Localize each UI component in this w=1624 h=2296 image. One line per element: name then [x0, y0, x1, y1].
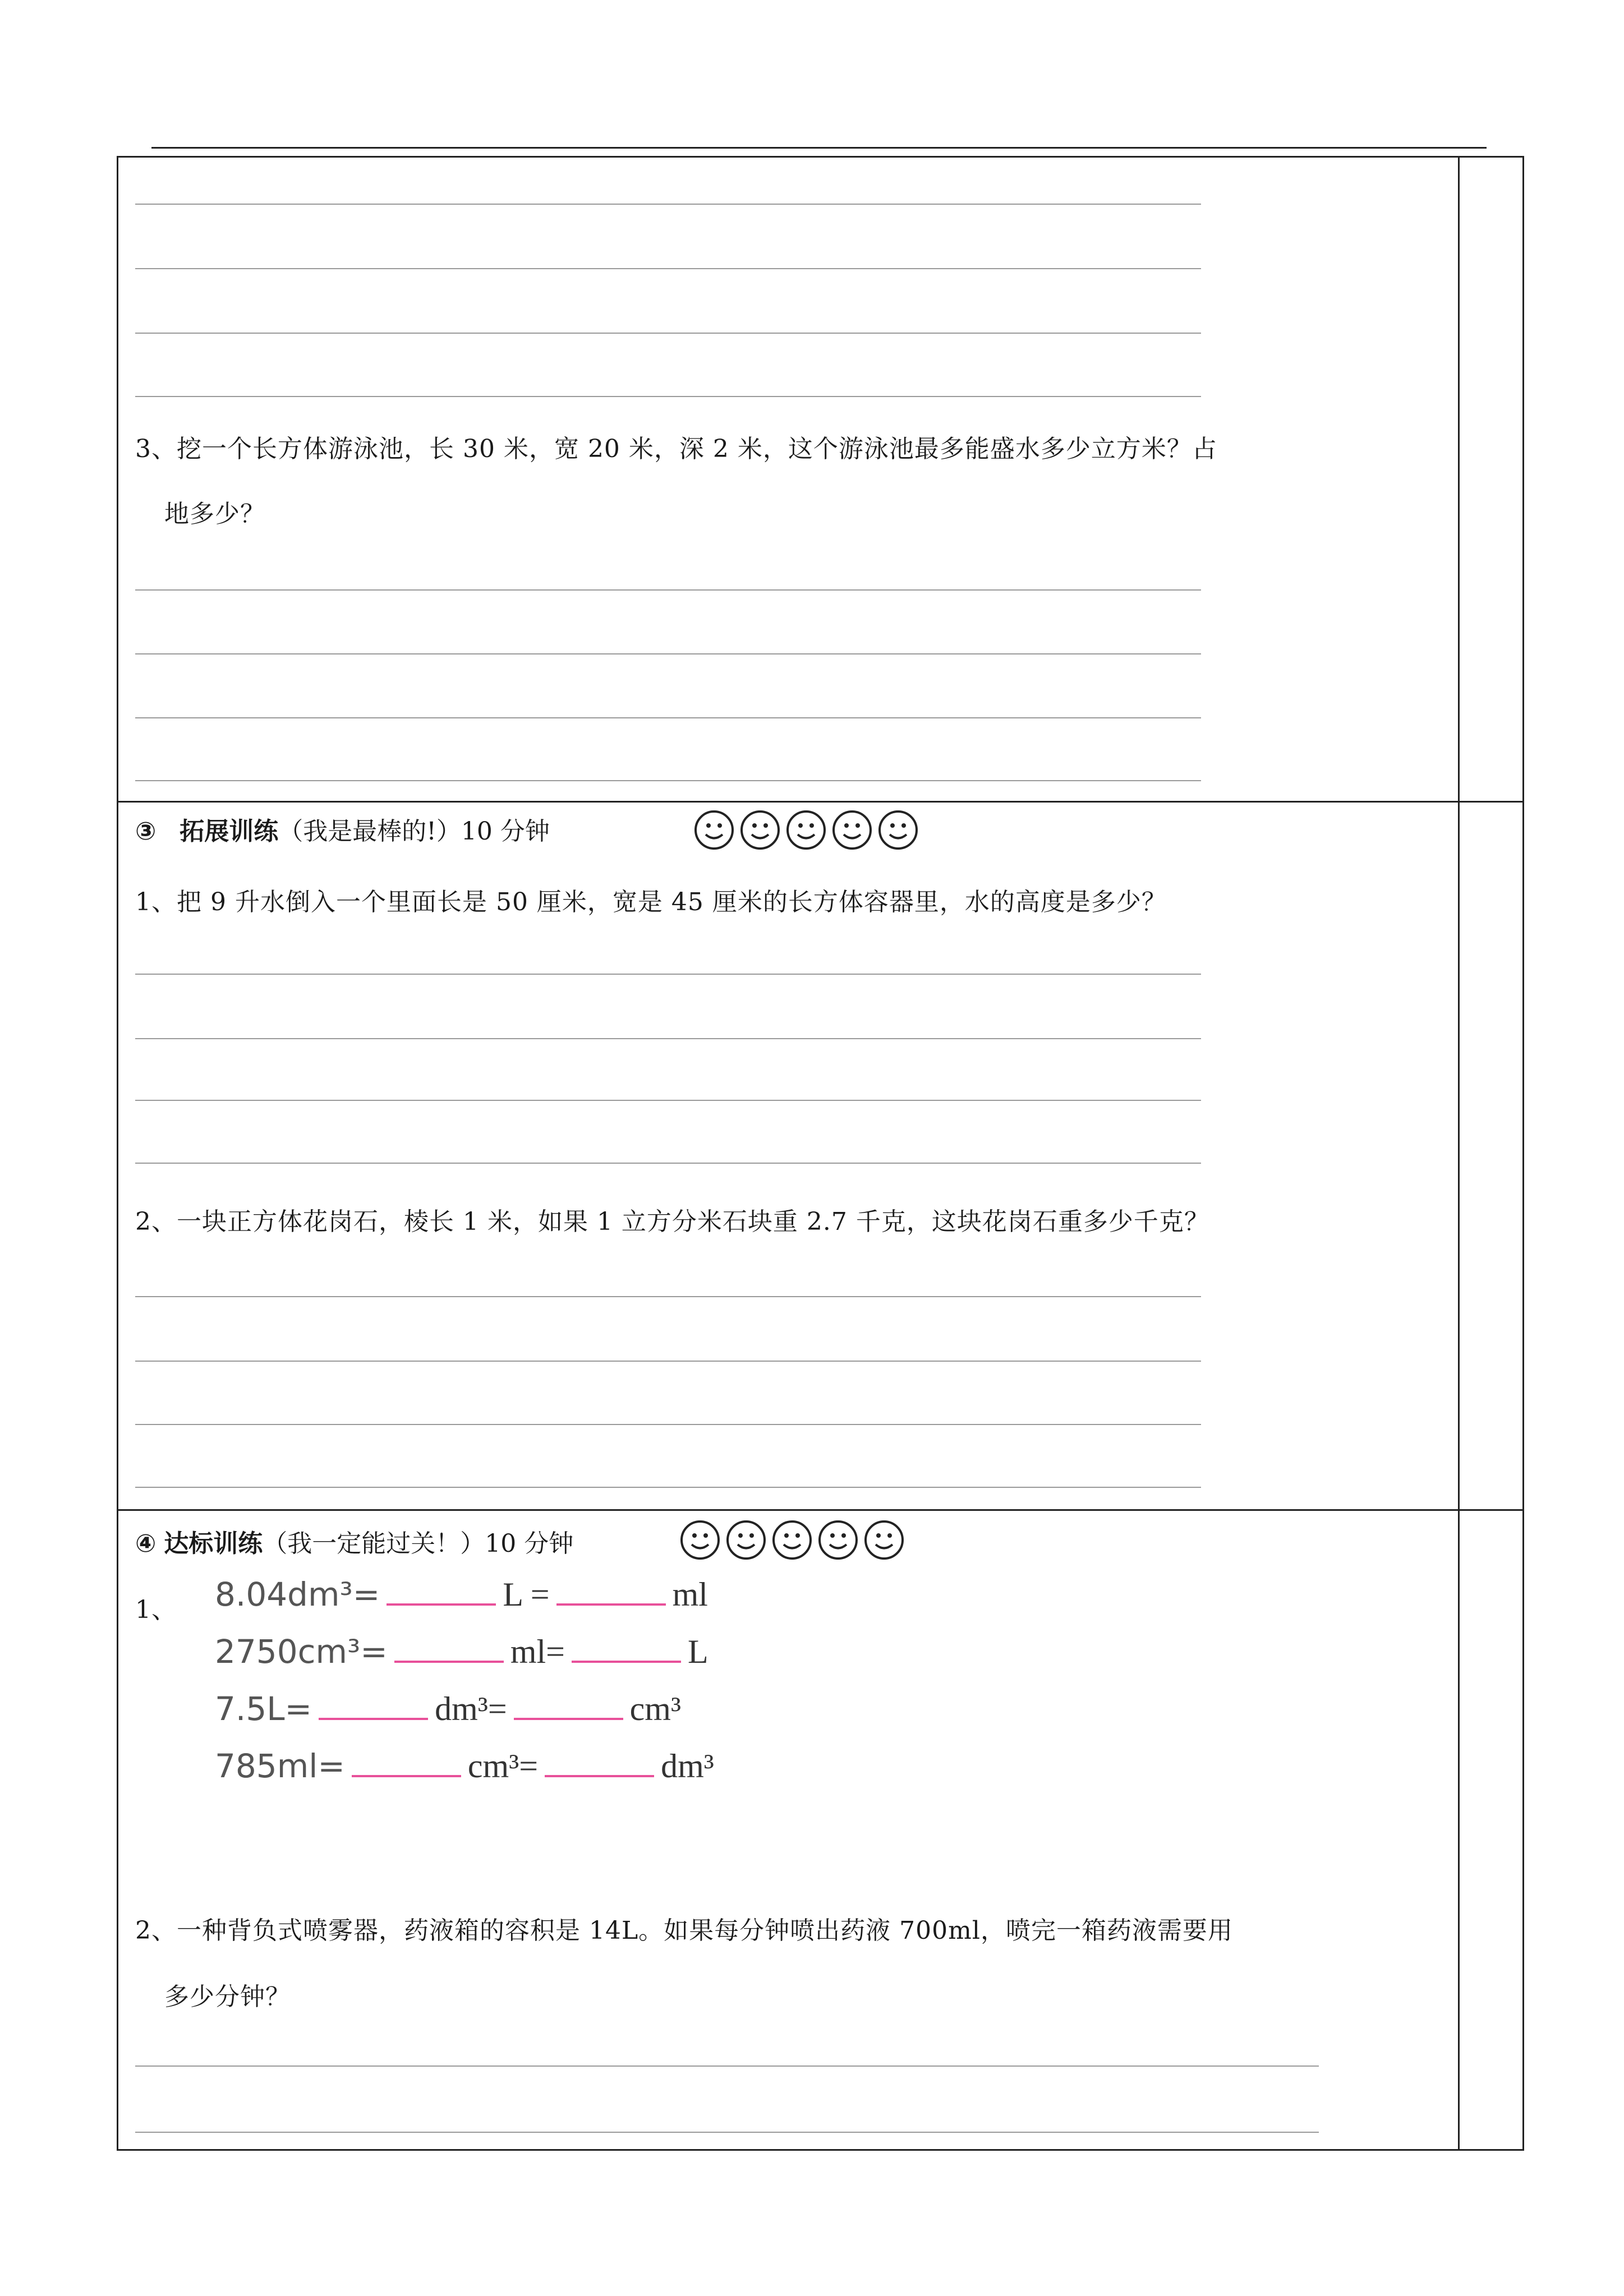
answer-blank[interactable]: [545, 1769, 654, 1777]
answer-line[interactable]: [135, 204, 1201, 205]
smiley-face-icon[interactable]: [679, 1519, 721, 1561]
conversion-row: [215, 1575, 708, 1613]
row-divider: [118, 1509, 1522, 1511]
problem-3-text-cont: 地多少？: [164, 500, 265, 528]
smiley-face-icon[interactable]: [877, 809, 919, 851]
smiley-face-icon[interactable]: [863, 1519, 905, 1561]
conversion-unit: L =: [503, 1576, 550, 1613]
conversion-unit: L: [688, 1633, 709, 1670]
smiley-face-icon[interactable]: [831, 809, 873, 851]
column-divider: [1458, 158, 1460, 2149]
conversion-value: 7.5L=: [215, 1690, 312, 1728]
header-rule: [151, 147, 1487, 149]
answer-line[interactable]: [135, 974, 1201, 975]
answer-line[interactable]: [135, 717, 1201, 718]
smiley-face-icon[interactable]: [739, 809, 781, 851]
conversion-unit: dm³=: [435, 1690, 507, 1727]
smiley-face-icon[interactable]: [771, 1519, 813, 1561]
smiley-face-icon[interactable]: [725, 1519, 767, 1561]
conversion-value: 785ml=: [215, 1747, 345, 1785]
answer-blank[interactable]: [556, 1598, 666, 1606]
answer-line[interactable]: [135, 1296, 1201, 1297]
smiley-face-icon[interactable]: [785, 809, 827, 851]
row-divider: [118, 801, 1522, 803]
smiley-face-icon[interactable]: [817, 1519, 859, 1561]
conversion-unit: ml: [672, 1576, 708, 1613]
answer-line[interactable]: [135, 780, 1201, 781]
rating-smileys: [693, 809, 919, 851]
worksheet-table: [117, 156, 1524, 2151]
answer-line[interactable]: [135, 1361, 1201, 1362]
conversion-row: [215, 1692, 681, 1726]
conversion-value: 8.04dm³=: [215, 1575, 380, 1613]
conversion-unit: ml=: [510, 1633, 565, 1670]
rating-smileys: [679, 1519, 905, 1561]
conversion-row: [215, 1749, 714, 1783]
answer-line[interactable]: [135, 396, 1201, 397]
section-3-heading: [135, 819, 550, 844]
section-4-note: （我一定能过关！）10 分钟: [263, 1529, 574, 1558]
conversion-row: [215, 1633, 709, 1671]
section-3-title: 拓展训练: [180, 817, 279, 846]
section-4-heading: [135, 1529, 574, 1558]
answer-line[interactable]: [135, 1163, 1201, 1164]
answer-blank[interactable]: [394, 1655, 504, 1663]
section-3-number: ③: [135, 817, 157, 846]
answer-line[interactable]: [135, 2132, 1319, 2133]
answer-line[interactable]: [135, 1424, 1201, 1425]
answer-line[interactable]: [135, 1038, 1201, 1039]
answer-line[interactable]: [135, 333, 1201, 334]
conversion-unit: cm³: [629, 1690, 681, 1727]
answer-line[interactable]: [135, 653, 1201, 654]
section-3-question-2: 2、一块正方体花岗石，棱长 1 米，如果 1 立方分米石块重 2.7 千克，这块花岗石重多少千克？: [135, 1207, 1209, 1236]
problem-3-text: 3、挖一个长方体游泳池，长 30 米，宽 20 米，深 2 米，这个游泳池最多能盛水多少立方米？占: [135, 435, 1217, 463]
conversion-value: 2750cm³=: [215, 1633, 388, 1671]
answer-line[interactable]: [135, 1100, 1201, 1101]
answer-blank[interactable]: [572, 1655, 681, 1663]
section-4-question-2-cont: 多少分钟？: [164, 1983, 291, 2011]
section-3-note: （我是最棒的!）10 分钟: [278, 817, 550, 846]
answer-blank[interactable]: [319, 1712, 428, 1720]
answer-blank[interactable]: [352, 1769, 461, 1777]
section-4-question-1-label: 1、: [135, 1596, 177, 1624]
section-4-question-2: 2、一种背负式喷雾器，药液箱的容积是 14L。如果每分钟喷出药液 700ml，喷完一箱药液需要用: [135, 1916, 1233, 1945]
section-3-question-1: 1、把 9 升水倒入一个里面长是 50 厘米，宽是 45 厘米的长方体容器里，水的高度是多少？: [135, 888, 1167, 916]
conversion-unit: dm³: [661, 1748, 714, 1785]
conversion-unit: cm³=: [467, 1748, 539, 1785]
answer-blank[interactable]: [387, 1598, 496, 1606]
smiley-face-icon[interactable]: [693, 809, 735, 851]
answer-line[interactable]: [135, 589, 1201, 591]
section-4-number: ④: [135, 1529, 157, 1558]
section-4-title: 达标训练: [164, 1529, 263, 1558]
answer-line[interactable]: [135, 2066, 1319, 2067]
answer-line[interactable]: [135, 1487, 1201, 1488]
answer-blank[interactable]: [514, 1712, 623, 1720]
answer-line[interactable]: [135, 268, 1201, 269]
